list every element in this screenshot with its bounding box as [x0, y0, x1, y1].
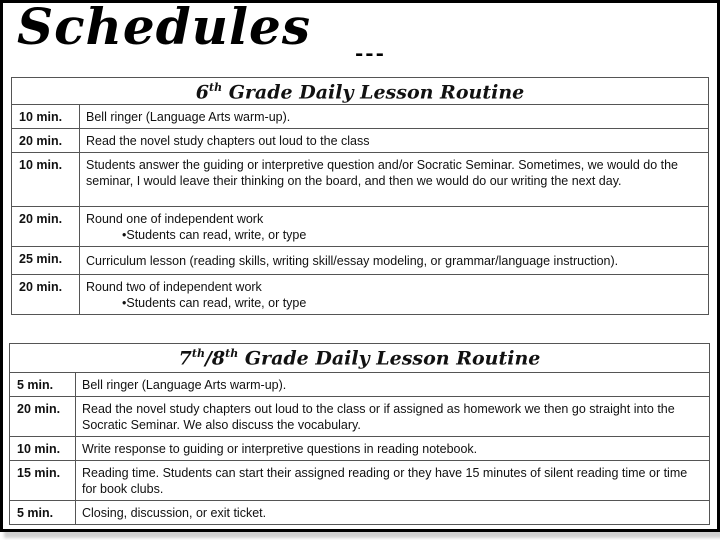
activity-cell [80, 207, 709, 247]
table-row [12, 153, 709, 207]
title-dashes: --- [355, 41, 386, 65]
heading-text: Grade Daily Lesson Routine [222, 81, 525, 104]
duration-cell: 20 min. [10, 397, 76, 437]
activity-cell: Curriculum lesson (reading skills, writing skill/essay modeling, or grammar/language instruction). [80, 247, 709, 275]
activity-cell: Write response to guiding or interpretive questions in reading notebook. [76, 437, 710, 461]
activity-text: Round two of independent work [86, 280, 262, 294]
table-heading [12, 78, 709, 105]
duration-cell: 20 min. [12, 207, 80, 247]
heading-sup-2: th [225, 347, 239, 360]
heading-text: Grade Daily Lesson Routine [238, 347, 541, 370]
activity-text: Round one of independent work [86, 212, 264, 226]
activity-cell [80, 275, 709, 315]
heading-sup: th [191, 347, 205, 360]
duration-cell: 10 min. [10, 437, 76, 461]
bullet-item: •Students can read, write, or type [122, 296, 307, 310]
activity-cell: Closing, discussion, or exit ticket. [76, 501, 710, 525]
table-row [12, 105, 709, 129]
activity-cell: Reading time. Students can start their assigned reading or they have 15 minutes of silent reading time or time for book clubs. [76, 461, 710, 501]
activity-cell: Read the novel study chapters out loud to the class [80, 129, 709, 153]
table-row [10, 397, 710, 437]
seventh-eighth-grade-routine-table [9, 343, 710, 525]
duration-cell: 10 min. [12, 153, 80, 207]
activity-cell: Bell ringer (Language Arts warm-up). [80, 105, 709, 129]
duration-cell: 20 min. [12, 275, 80, 315]
sixth-grade-routine-table [11, 77, 709, 315]
heading-grade: 6 [195, 81, 209, 104]
activity-cell: Students answer the guiding or interpretive question and/or Socratic Seminar. Sometimes, we would do the seminar, I would leave their thinking on the board, and then we would do our writing the next day. [80, 153, 709, 207]
page-title: Schedules [17, 0, 311, 56]
duration-cell: 5 min. [10, 501, 76, 525]
table-heading [10, 344, 710, 373]
table-row [12, 275, 709, 315]
heading-grade-2: /8 [204, 347, 226, 370]
duration-cell: 15 min. [10, 461, 76, 501]
duration-cell: 20 min. [12, 129, 80, 153]
table-row [10, 461, 710, 501]
activity-cell: Bell ringer (Language Arts warm-up). [76, 373, 710, 397]
bullet-item: •Students can read, write, or type [122, 228, 307, 242]
activity-cell: Read the novel study chapters out loud to the class or if assigned as homework we then go straight into the Socratic Seminar. We also discuss the vocabulary. [76, 397, 710, 437]
heading-grade: 7 [178, 347, 192, 370]
heading-sup: th [208, 81, 223, 94]
duration-cell: 25 min. [12, 247, 80, 275]
table-row [10, 373, 710, 397]
table-row [10, 437, 710, 461]
duration-cell: 10 min. [12, 105, 80, 129]
table-row [10, 501, 710, 525]
table-row [12, 207, 709, 247]
table-row [12, 247, 709, 275]
duration-cell: 5 min. [10, 373, 76, 397]
table-row [12, 129, 709, 153]
